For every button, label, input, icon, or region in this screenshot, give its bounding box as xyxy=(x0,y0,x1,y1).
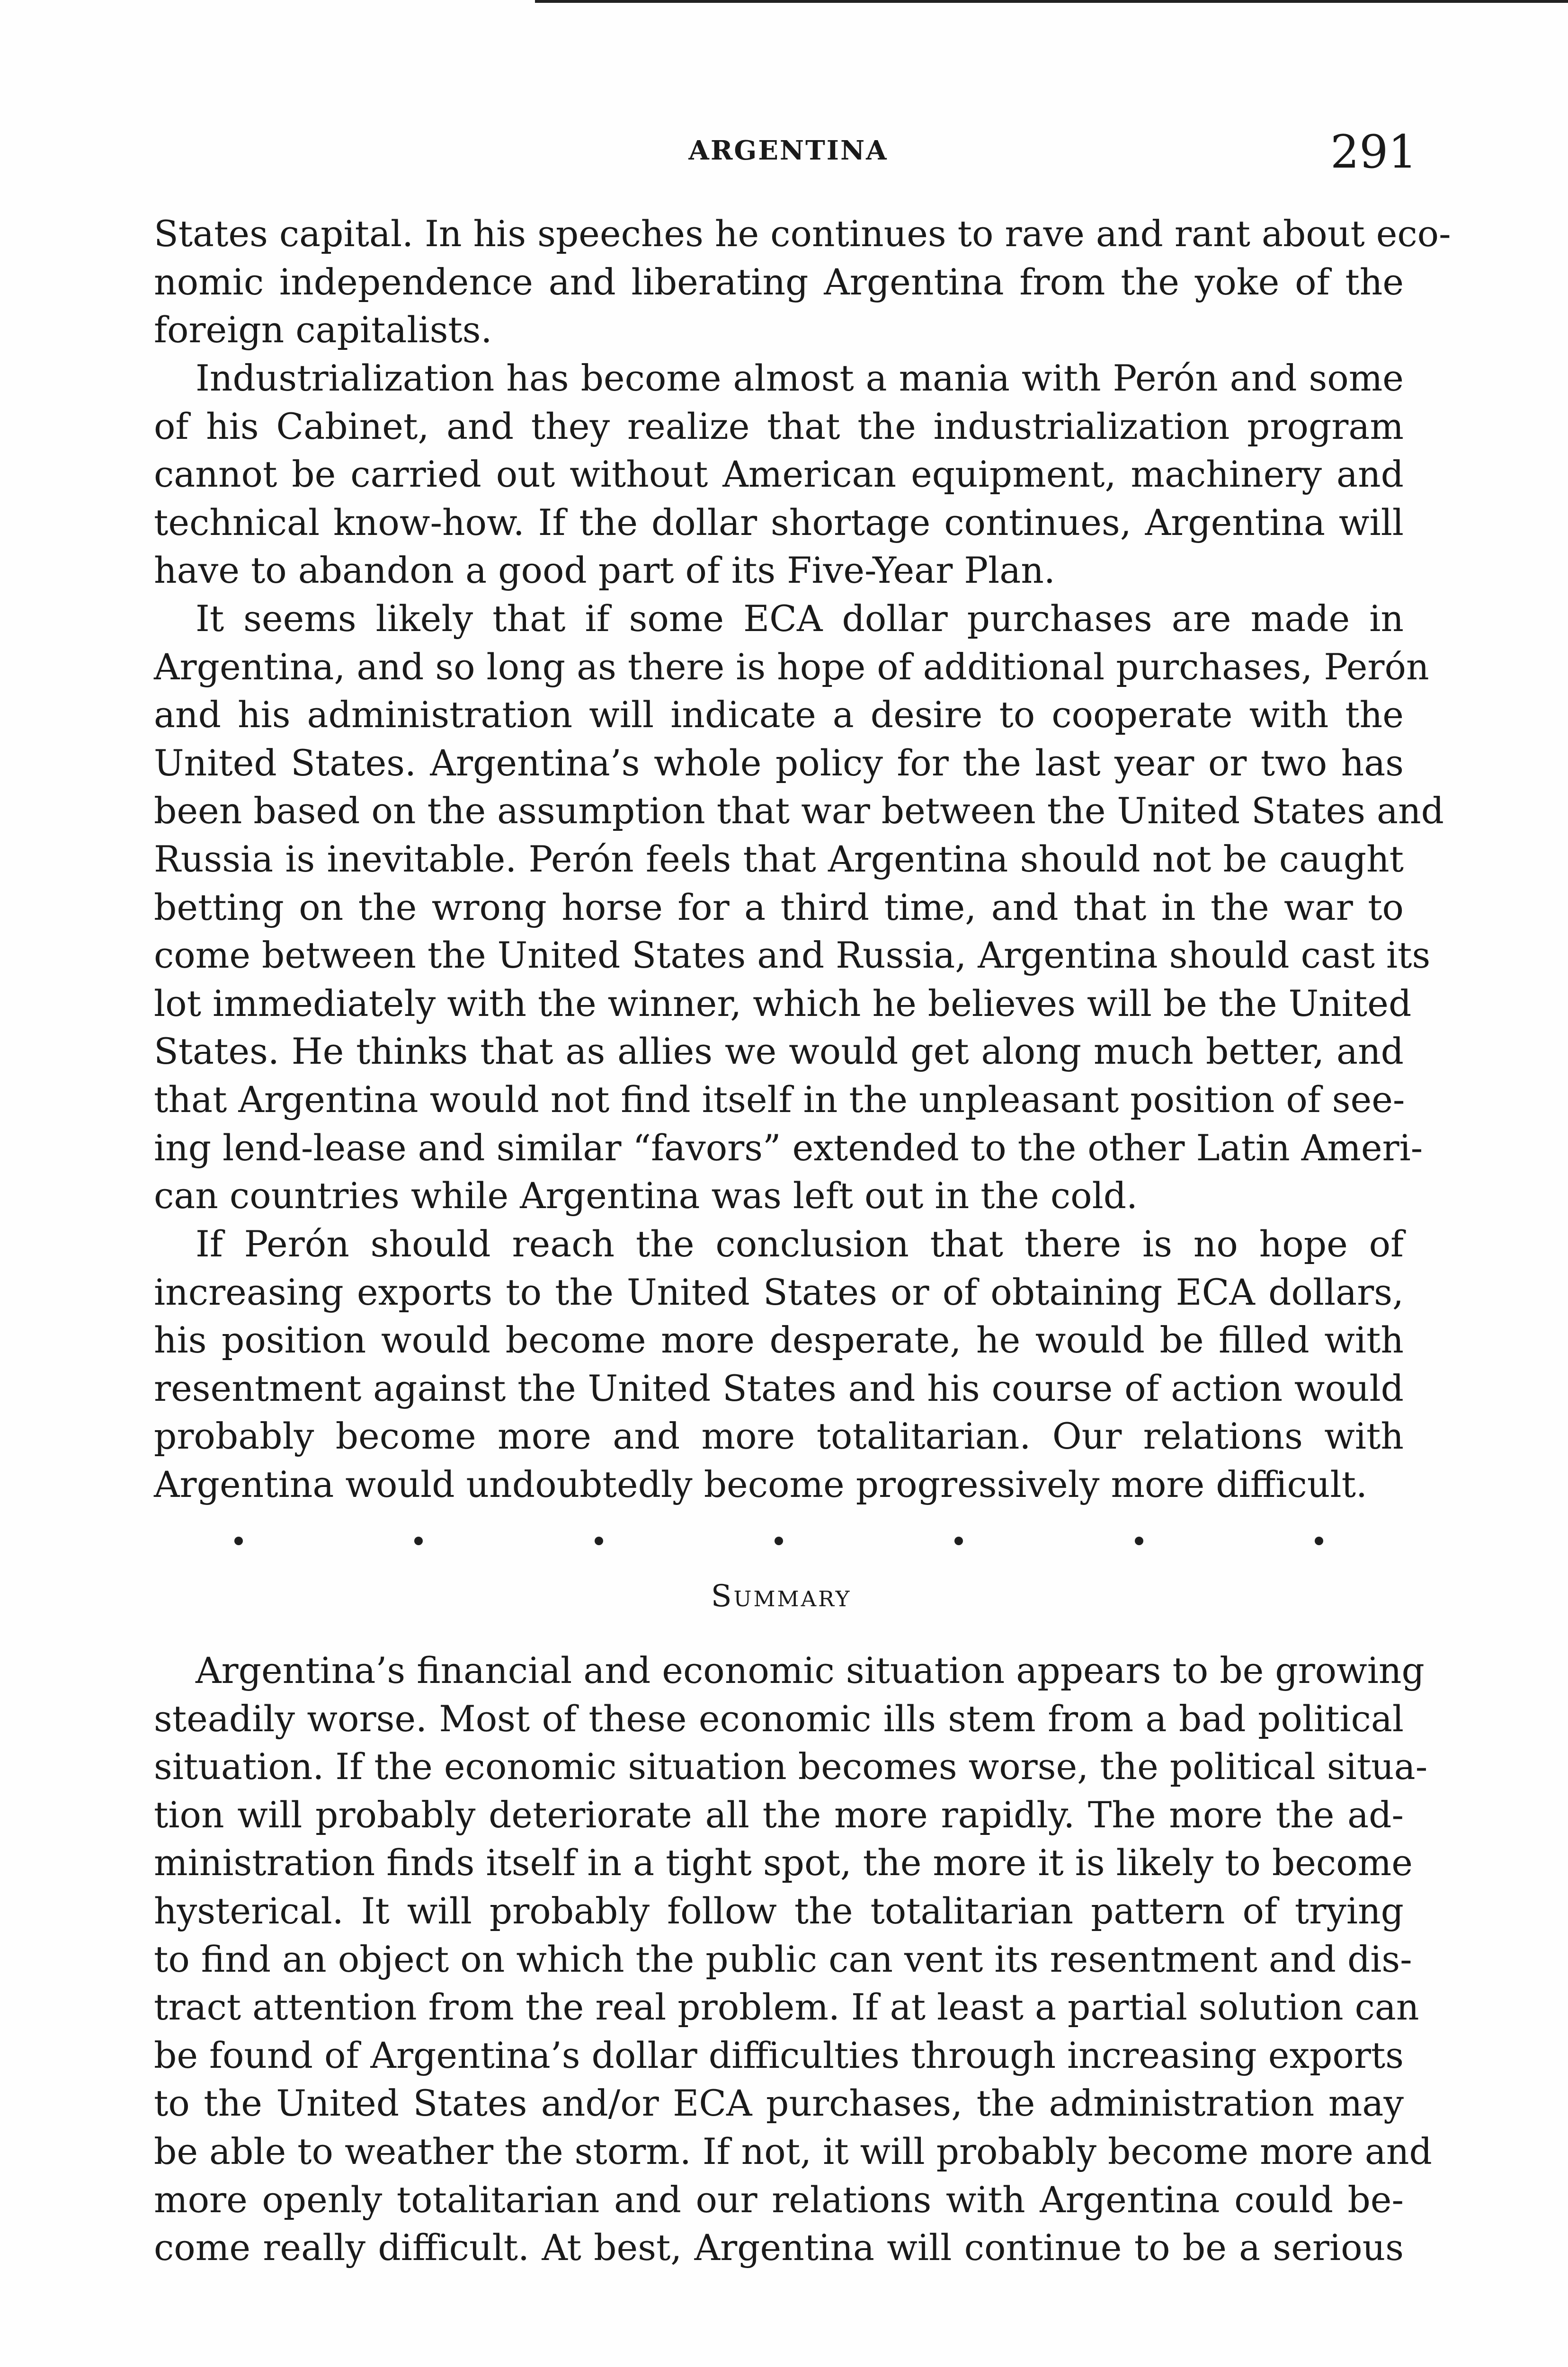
text-line: have to abandon a good part of its Five-Year Plan. xyxy=(154,550,1055,592)
text-line: be found of Argentina’s dollar difficulties through increasing exports xyxy=(154,2034,1404,2076)
summary-paragraph xyxy=(154,1647,1432,2272)
text-line: been based on the assumption that war between the United States and xyxy=(154,790,1444,832)
text-line: more openly totalitarian and our relations with Argentina could be- xyxy=(154,2179,1404,2221)
ellipsis-dot xyxy=(234,1537,243,1545)
text-line: tion will probably deteriorate all the more rapidly. The more the ad- xyxy=(154,1794,1404,1836)
text-line: Argentina would undoubtedly become progressively more difficult. xyxy=(154,1463,1367,1505)
text-line: States. He thinks that as allies we would get along much better, and xyxy=(154,1031,1404,1073)
text-line: foreign capitalists. xyxy=(154,309,492,351)
text-line: technical know-how. If the dollar shortage continues, Argentina will xyxy=(154,501,1404,543)
text-line: Argentina, and so long as there is hope of additional purchases, Perón xyxy=(154,646,1429,688)
text-line: to find an object on which the public can vent its resentment and dis- xyxy=(154,1938,1412,1980)
text-line: United States. Argentina’s whole policy for the last year or two has xyxy=(154,742,1404,784)
text-line: probably become more and more totalitarian. Our relations with xyxy=(154,1415,1404,1458)
running-title: ARGENTINA xyxy=(688,135,888,166)
ellipsis-dot xyxy=(414,1537,423,1545)
ellipsis-dot xyxy=(595,1537,603,1545)
ellipsis-dot xyxy=(1135,1537,1143,1545)
text-line: that Argentina would not find itself in the unpleasant position of see- xyxy=(154,1078,1405,1121)
text-line: lot immediately with the winner, which he believes will be the United xyxy=(154,982,1412,1024)
text-line: to the United States and/or ECA purchases, the administration may xyxy=(154,2082,1404,2125)
ellipsis-dot xyxy=(775,1537,783,1545)
text-line: If Perón should reach the conclusion that there is no hope of xyxy=(196,1223,1404,1265)
ellipsis-dot xyxy=(954,1537,963,1545)
text-line: betting on the wrong horse for a third time, and that in the war to xyxy=(154,886,1404,928)
text-line: and his administration will indicate a desire to cooperate with the xyxy=(154,694,1404,736)
page-number: 291 xyxy=(1330,125,1417,178)
paragraph-3 xyxy=(154,595,1444,1220)
text-line: resentment against the United States and his course of action would xyxy=(154,1367,1404,1409)
ellipsis-dots xyxy=(154,1522,1404,1560)
text-line: come really difficult. At best, Argentina will continue to be a serious xyxy=(154,2227,1404,2269)
text-line: can countries while Argentina was left out in the cold. xyxy=(154,1175,1138,1217)
paragraph-2 xyxy=(154,355,1404,595)
paragraph-1 xyxy=(154,210,1451,355)
text-line: Industrialization has become almost a mania with Perón and some xyxy=(196,357,1404,399)
text-line: cannot be carried out without American equipment, machinery and xyxy=(154,454,1404,496)
text-line: hysterical. It will probably follow the totalitarian pattern of trying xyxy=(154,1890,1404,1932)
text-line: Argentina’s financial and economic situation appears to be growing xyxy=(196,1650,1425,1691)
text-line: his position would become more desperate, he would be filled with xyxy=(154,1319,1404,1361)
ellipsis-dot xyxy=(1315,1537,1323,1545)
text-line: Russia is inevitable. Perón feels that Argentina should not be caught xyxy=(154,838,1404,880)
text-line: come between the United States and Russia, Argentina should cast its xyxy=(154,934,1431,977)
text-line: It seems likely that if some ECA dollar purchases are made in xyxy=(196,598,1404,640)
text-line: situation. If the economic situation becomes worse, the political situa- xyxy=(154,1746,1428,1788)
text-line: be able to weather the storm. If not, it will probably become more and xyxy=(154,2130,1432,2172)
paragraph-4 xyxy=(154,1220,1404,1509)
text-line: nomic independence and liberating Argentina from the yoke of the xyxy=(154,261,1404,303)
text-line: ministration finds itself in a tight spot, the more it is likely to become xyxy=(154,1842,1413,1884)
text-line: ing lend-lease and similar “favors” extended to the other Latin Ameri- xyxy=(154,1127,1423,1169)
text-line: increasing exports to the United States or of obtaining ECA dollars, xyxy=(154,1271,1404,1313)
text-line: steadily worse. Most of these economic ills stem from a bad political xyxy=(154,1698,1404,1740)
text-line: tract attention from the real problem. If at least a partial solution can xyxy=(154,1986,1419,2029)
top-border-rule xyxy=(535,0,1568,3)
section-heading: Summary xyxy=(711,1579,852,1614)
text-line: of his Cabinet, and they realize that the industrialization program xyxy=(154,405,1404,447)
text-line: States capital. In his speeches he continues to rave and rant about eco- xyxy=(154,213,1451,255)
